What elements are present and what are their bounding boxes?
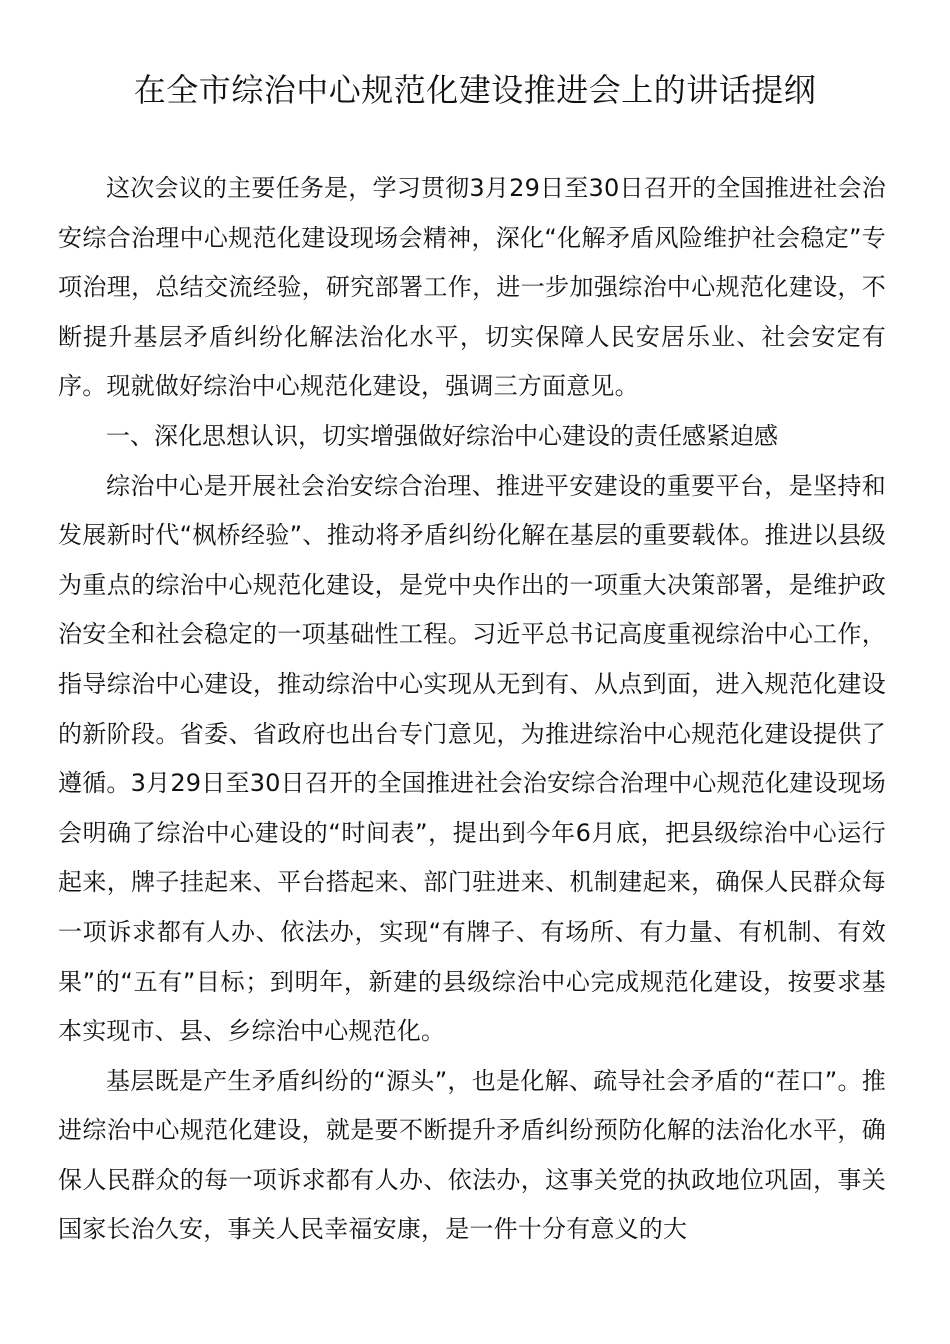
document-title: 在全市综治中心规范化建设推进会上的讲话提纲 <box>133 71 817 109</box>
document-body <box>58 164 886 1255</box>
section-1-heading: 一、深化思想认识，切实增强做好综治中心建设的责任感紧迫感 <box>106 421 778 450</box>
section-1-paragraph-2: 基层既是产生矛盾纠纷的“源头”，也是化解、疏导社会矛盾的“茬口”。推进综治中心规范化建设，就是要不断提升矛盾纠纷预防化解的法治化水平，确保人民群众的每一项诉求都有人办、依法办，这事关党的执政地位巩固，事关国家长治久安，事关人民幸福安康，是一件十分有意义的大 <box>58 1066 886 1244</box>
section-1-paragraph-1: 综治中心是开展社会治安综合治理、推进平安建设的重要平台，是坚持和发展新时代“枫桥经验”、推动将矛盾纠纷化解在基层的重要载体。推进以县级为重点的综治中心规范化建设，是党中央作出的一项重大决策部署，是维护政治安全和社会稳定的一项基础性工程。习近平总书记高度重视综治中心工作，指导综治中心建设，推动综治中心实现从无到有、从点到面，进入规范化建设的新阶段。省委、省政府也出台专门意见，为推进综治中心规范化建设提供了遵循。3月29日至30日召开的全国推进社会治安综合治理中心规范化建设现场会明确了综治中心建设的“时间表”，提出到今年6月底，把县级综治中心运行起来，牌子挂起来、平台搭起来、部门驻进来、机制建起来，确保人民群众每一项诉求都有人办、依法办，实现“有牌子、有场所、有力量、有机制、有效果”的“五有”目标；到明年，新建的县级综治中心完成规范化建设，按要求基本实现市、县、乡综治中心规范化。 <box>58 471 886 1046</box>
intro-paragraph: 这次会议的主要任务是，学习贯彻3月29日至30日召开的全国推进社会治安综合治理中心规范化建设现场会精神，深化“化解矛盾风险维护社会稳定”专项治理，总结交流经验，研究部署工作，进一步加强综治中心规范化建设，不断提升基层矛盾纠纷化解法治化水平，切实保障人民安居乐业、社会安定有序。现就做好综治中心规范化建设，强调三方面意见。 <box>58 174 886 401</box>
